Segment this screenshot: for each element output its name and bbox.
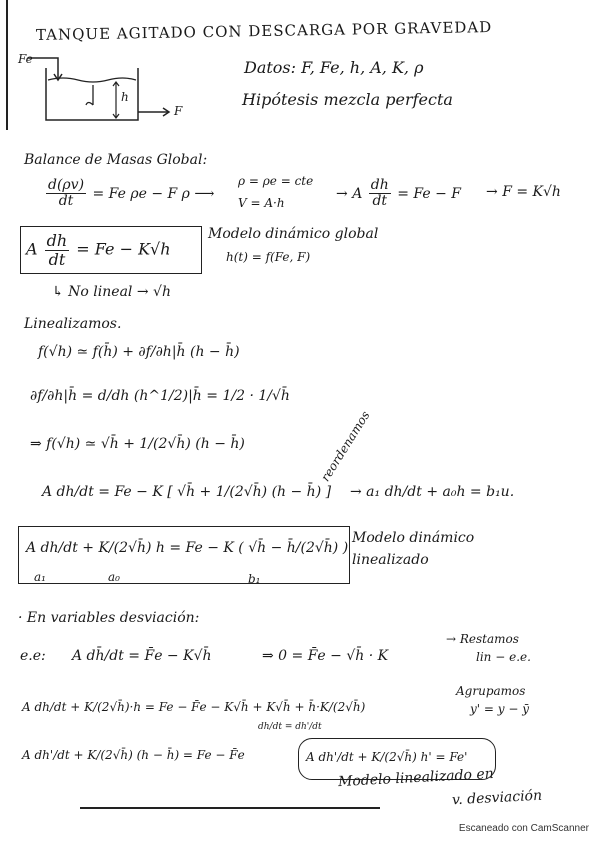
deviation-definition: dh/dt = dh'/dt — [258, 722, 322, 732]
page-title: TANQUE AGITADO CON DESCARGA POR GRAVEDAD — [35, 18, 493, 44]
deviation-heading: · En variables desviación: — [18, 610, 200, 626]
subtract-note-1: → Restamos — [446, 632, 519, 646]
global-model-label: Modelo dinámico global — [208, 226, 379, 242]
linearized-model-equation: A dh/dt + K/(2√h̄) h = Fe − K ( √h̄ − h̄/(2√h̄) ) — [26, 540, 349, 556]
inlet-label: Fe — [18, 52, 33, 66]
group-note-1: Agrupamos — [456, 684, 526, 698]
tank-diagram — [18, 50, 198, 130]
balance-heading: Balance de Masas Global: — [24, 152, 208, 168]
linearized-model-label-2: linealizado — [352, 552, 429, 568]
subtracted-equation: A dh/dt + K/(2√h̄)·h = Fe − F̄e − K√h̄ + K√h̄ + h̄·K/(2√h̄) — [22, 700, 366, 714]
steady-state-label: e.e: — [20, 648, 46, 664]
deviation-model-label-1: Modelo linealizado en — [337, 765, 495, 791]
nonlinear-note: ↳ No lineal → √h — [52, 284, 171, 300]
global-model-sub: h(t) = f(Fe, F) — [226, 250, 311, 264]
steady-state-result: ⇒ 0 = F̄e − √h̄ · K — [262, 648, 389, 664]
coef-a1: a₁ — [34, 570, 46, 584]
outlet-label: F — [174, 104, 183, 118]
deviation-model-equation: A dh'/dt + K/(2√h̄) h' = Fe' — [306, 750, 468, 764]
linearize-heading: Linealizamos. — [24, 316, 122, 332]
subtract-note-2: lin − e.e. — [476, 650, 531, 664]
outflow-law: → F = K√h — [486, 184, 561, 200]
balance-equation: $\frac{d(\rho v)}{dt}$ = Fe ρe − F ρ ⟶ — [48, 177, 215, 210]
group-note-2: y' = y − ȳ — [470, 702, 530, 716]
datos-line: Datos: F, Fe, h, A, K, ρ — [244, 58, 424, 77]
global-model-equation: A $\frac{dh}{dt}$ = Fe − K√h — [26, 231, 171, 269]
coef-b1: b₁ — [248, 572, 261, 586]
cond-density: ρ = ρe = cte — [238, 174, 314, 188]
margin-line — [6, 0, 8, 130]
derivative-line: ∂f/∂h|h̄ = d/dh (h^1/2)|h̄ = 1/2 · 1/√h̄ — [30, 388, 290, 404]
cond-volume: V = A·h — [238, 196, 285, 210]
hipotesis-line: Hipótesis mezcla perfecta — [242, 90, 453, 109]
taylor-expansion: f(√h) ≃ f(h̄) + ∂f/∂h|h̄ (h − h̄) — [38, 344, 240, 360]
coef-a0: a₀ — [108, 570, 120, 584]
substituted-equation: A dh/dt = Fe − K [ √h̄ + 1/(2√h̄) (h − h̄) ] — [42, 484, 332, 500]
balance-result: → A $\frac{dh}{dt}$ = Fe − F — [336, 177, 461, 210]
deviation-equation: A dh'/dt + K/(2√h̄) (h − h̄) = Fe − F̄e — [22, 748, 245, 762]
scanner-watermark: Escaneado con CamScanner — [458, 823, 589, 834]
generic-form: → a₁ dh/dt + a₀h = b₁u. — [350, 484, 515, 500]
reorder-note: reordenamos — [318, 408, 373, 484]
height-label: h — [121, 90, 129, 104]
steady-state-equation: A dh̄/dt = F̄e − K√h̄ — [72, 648, 212, 664]
deviation-model-label-2: v. desviación — [451, 787, 543, 809]
bottom-rule — [80, 807, 380, 809]
approximation-line: ⇒ f(√h) ≃ √h̄ + 1/(2√h̄) (h − h̄) — [30, 436, 245, 452]
linearized-model-label-1: Modelo dinámico — [352, 530, 475, 546]
